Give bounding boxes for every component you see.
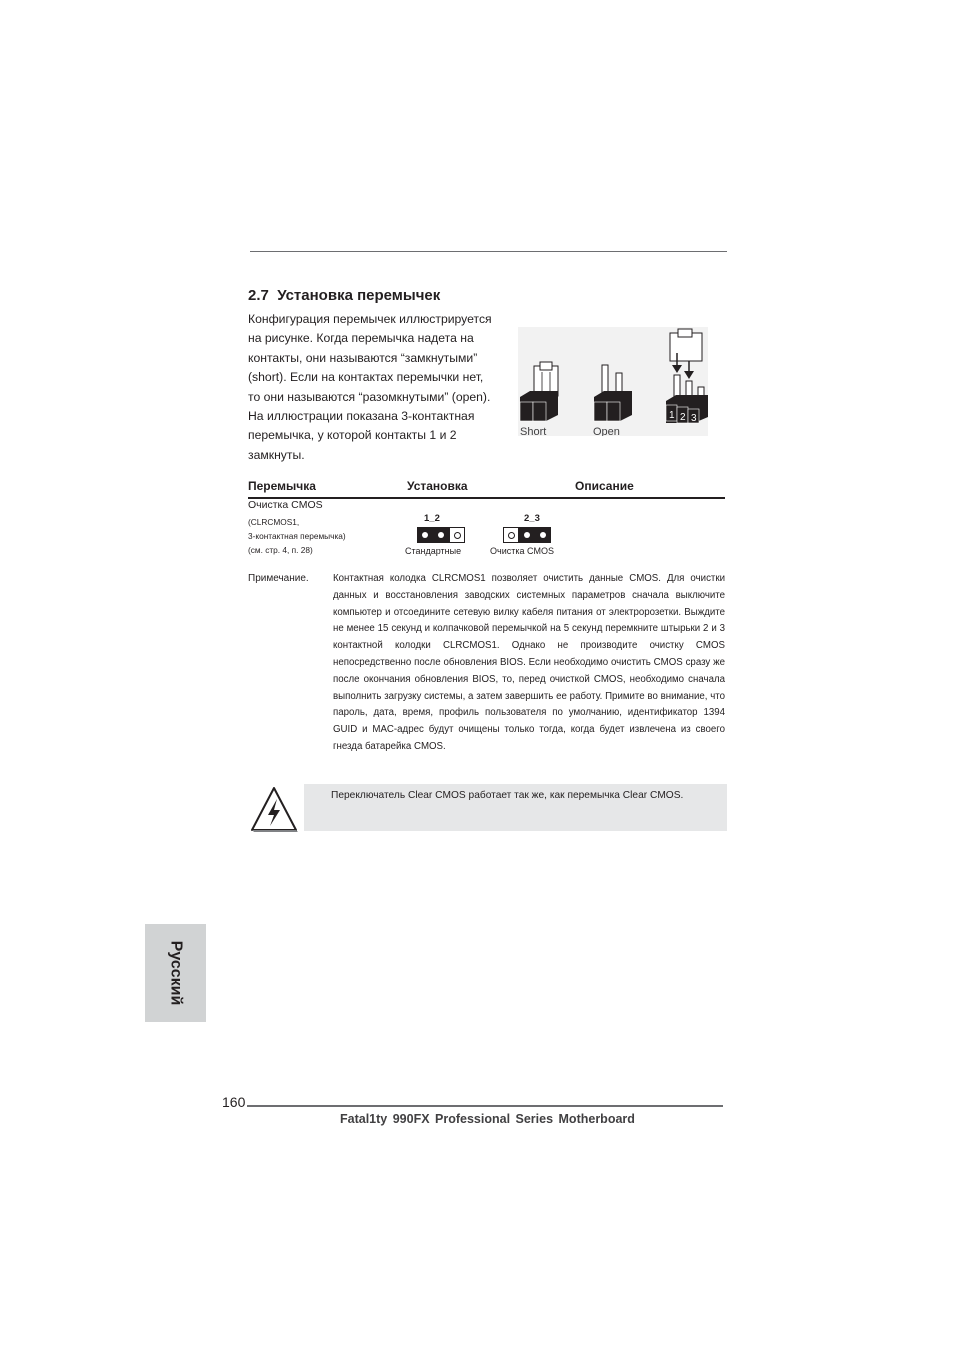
pin-number-3: 3 (691, 413, 697, 424)
intro-paragraph (248, 310, 510, 465)
clear-pins-label: 2_3 (524, 513, 540, 524)
jumper-illustration (518, 327, 708, 436)
section-number: 2.7 (248, 287, 269, 304)
default-pins-label: 1_2 (424, 513, 440, 524)
pin-number-1: 1 (669, 410, 675, 421)
note-label: Примечание. (248, 573, 309, 584)
page-number: 160 (222, 1094, 246, 1110)
top-rule (250, 251, 727, 252)
clear-jumper-diagram (503, 527, 551, 543)
table-header-jumper: Перемычка (248, 479, 316, 493)
warning-text: Переключатель Clear CMOS работает так же, как перемычка Clear CMOS. (331, 790, 684, 801)
intro-line: замкнуты. (248, 447, 305, 462)
jumper-pin-open (503, 527, 519, 543)
language-tab-label (145, 924, 206, 1022)
jumper-pin-closed (519, 527, 535, 543)
language-tab-text: Русский (167, 940, 185, 1006)
note-text: Контактная колодка CLRCMOS1 позволяет очистить данные CMOS. Для очистки данных и восстановления заводских системных параметров сначала выключите компьютер и отсоедините сетевую вилку кабеля питания от электророзетки. Выждите не менее 15 секунд и колпачковой перемычкой на 5 секунд перемкните штырьки 2 и 3 контактной колодки CLRCMOS1. Однако не производите очистку CMOS непосредственно после обновления BIOS. Если необходимо очистить CMOS сразу же после окончания обновления BIOS, то, перед очисткой CMOS, необходимо сначала выполнить загрузку системы, а затем завершить ее работу. Примите во внимание, что пароль, дата, время, профиль пользователя по умолчанию, идентификатор 1394 GUID и MAC-адрес будут очищены только тогда, когда будет извлечена из своего гнезда батарейка CMOS. (333, 573, 725, 752)
short-jumper-base (520, 391, 558, 421)
intro-line: На иллюстрации показана 3-контактная (248, 409, 475, 424)
intro-line: контакты, они называются “замкнутыми” (248, 350, 478, 365)
jumper-illustration-svg (518, 327, 708, 436)
jumper-pin-closed (417, 527, 433, 543)
warning-icon (250, 785, 298, 833)
default-caption: Стандартные (405, 546, 462, 556)
footer-title: Fatal1ty 990FX Professional Series Motherboard (340, 1112, 635, 1126)
jumper-pin-closed (535, 527, 551, 543)
pin-number-2: 2 (680, 412, 686, 423)
intro-line: перемычка, у которой контакты 1 и 2 (248, 428, 457, 443)
open-jumper-base (594, 391, 632, 421)
table-header-description: Описание (575, 479, 634, 493)
short-jumper-cap (534, 362, 558, 396)
footer-rule (247, 1105, 723, 1107)
table-row-name: Очистка CMOS (248, 499, 323, 511)
short-label: Short (520, 426, 547, 436)
table-row-sub: (см. стр. 4, п. 28) (248, 545, 313, 555)
three-pin-cap (670, 329, 702, 361)
intro-line: Конфигурация перемычек иллюстрируется (248, 312, 492, 326)
table-header-setting: Установка (407, 479, 468, 493)
jumper-pin-open (449, 527, 465, 543)
jumper-pin-closed (433, 527, 449, 543)
down-arrow-icon (684, 361, 694, 379)
section-title-text: Установка перемычек (277, 287, 441, 304)
clear-caption: Очистка CMOS (490, 546, 554, 556)
table-row-sub: (CLRCMOS1, (248, 517, 300, 527)
default-jumper-diagram (417, 527, 465, 543)
intro-line: на рисунке. Когда перемычка надета на (248, 331, 474, 346)
intro-line: то они называются “разомкнутыми” (open). (248, 389, 491, 404)
open-label: Open (593, 426, 620, 436)
section-title (248, 287, 440, 304)
intro-line: (short). Если на контактах перемычки нет, (248, 370, 484, 385)
table-row-sub: 3-контактная перемычка) (248, 531, 346, 541)
